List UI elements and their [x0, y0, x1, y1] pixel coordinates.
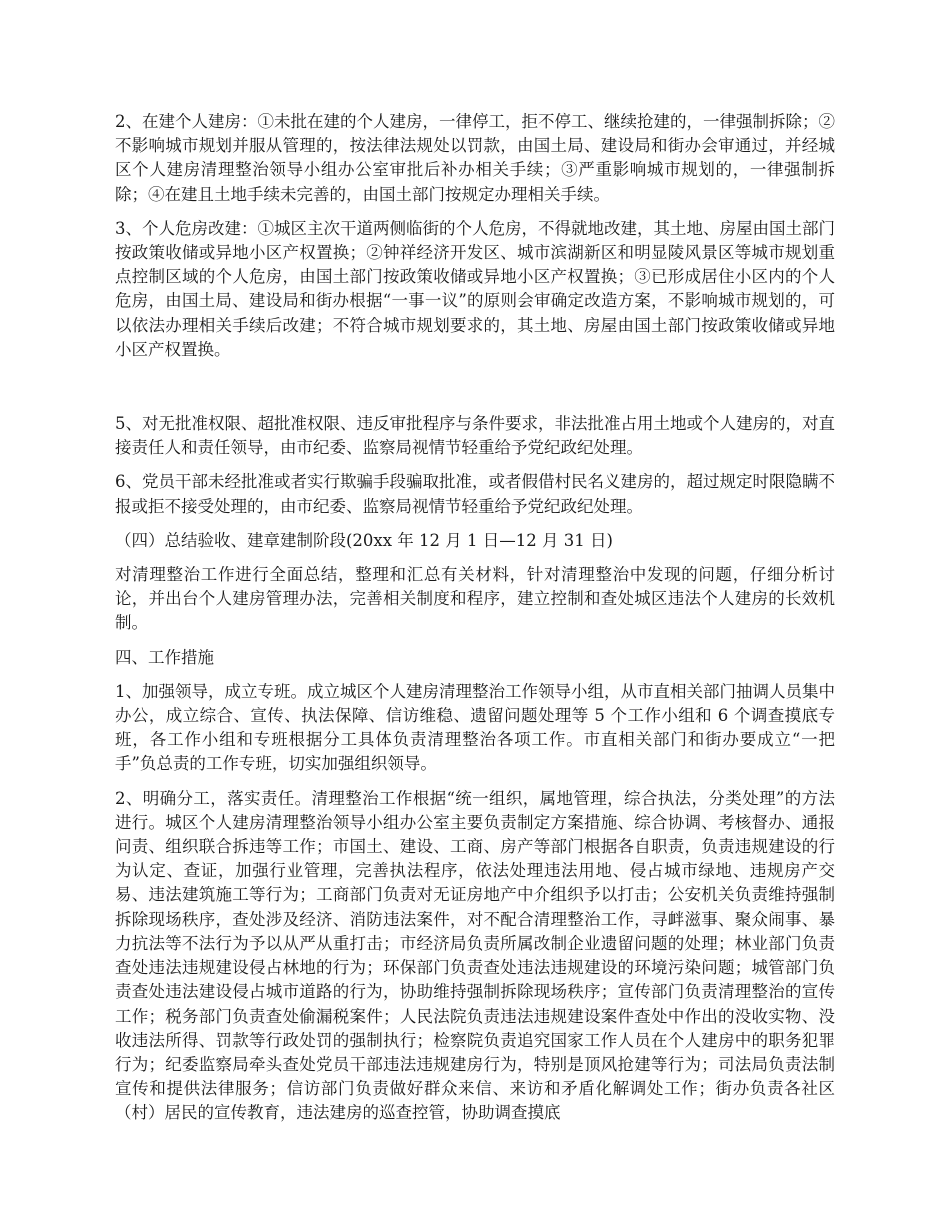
paragraph-clarify-responsibilities: 2、明确分工，落实责任。清理整治工作根据“统一组织，属地管理，综合执法，分类处理”的方法进行。城区个人建房清理整治领导小组办公室主要负责制定方案措施、综合协调、考核督办、通报问责、组织联合拆违等工作；市国土、建设、工商、房产等部门根据各自职责，负责违规建设的行为认定、查证，加强行业管理，完善执法程序，依法处理违法用地、侵占城市绿地、违规房产交易、违法建筑施工等行为；工商部门负责对无证房地产中介组织予以打击；公安机关负责维持强制拆除现场秩序，查处涉及经济、消防违法案件，对不配合清理整治工作，寻衅滋事、聚众闹事、暴力抗法等不法行为予以从严从重打击；市经济局负责所属改制企业遗留问题的处理；林业部门负责查处违法违规建设侵占林地的行为；环保部门负责查处违法违规建设的环境污染问题；城管部门负责查处违法建设侵占城市道路的行为，协助维持强制拆除现场秩序；宣传部门负责清理整治的宣传工作；税务部门负责查处偷漏税案件；人民法院负责违法违规建设案件查处中作出的没收实物、没收违法所得、罚款等行政处罚的强制执行；检察院负责追究国家工作人员在个人建房中的职务犯罪行为；纪委监察局牵头查处党员干部违法违规建房行为，特别是顶风抢建等行为；司法局负责法制宣传和提供法律服务；信访部门负责做好群众来信、来访和矛盾化解调处工作；街办负责各社区（村）居民的宣传教育，违法建房的巡查控管，协助调查摸底 — [115, 788, 835, 1123]
section-heading-work-measures: 四、工作措施 — [115, 647, 214, 667]
paragraph-construction-in-progress: 2、在建个人建房：①未批在建的个人建房，一律停工，拒不停工、继续抢建的，一律强制拆除；②不影响城市规划并服从管理的，按法律法规处以罚款，由国土局、建设局和街办会审通过，并经城区个人建房清理整治领导小组办公室审批后补办相关手续；③严重影响城市规划的，一律强制拆除；④在建且土地手续未完善的，由国土部门按规定办理相关手续。 — [115, 112, 835, 204]
blank-gap — [115, 372, 835, 412]
paragraph-party-cadre-fraud: 6、党员干部未经批准或者实行欺骗手段骗取批准，或者假借村民名义建房的，超过规定时限隐瞒不报或拒不接受处理的，由市纪委、监察局视情节轻重给予党纪政纪处理。 — [115, 472, 835, 516]
paragraph-summary-stage: 对清理整治工作进行全面总结，整理和汇总有关材料，针对清理整治中发现的问题，仔细分析讨论，并出台个人建房管理办法，完善相关制度和程序，建立控制和查处城区违法个人建房的长效机制。 — [115, 565, 835, 633]
paragraph-illegal-approval: 5、对无批准权限、超批准权限、违反审批程序与条件要求，非法批准占用土地或个人建房的，对直接责任人和责任领导，由市纪委、监察局视情节轻重给予党纪政纪处理。 — [115, 414, 835, 458]
section-heading-summary-stage: （四）总结验收、建章建制阶段(20xx 年 12 月 1 日—12 月 31 日) — [115, 530, 613, 550]
paragraph-dangerous-house-rebuild: 3、个人危房改建：①城区主次干道两侧临街的个人危房，不得就地改建，其土地、房屋由国土部门按政策收储或异地小区产权置换；②钟祥经济开发区、城市滨湖新区和明显陵风景区等城市规划重点控制区域的个人危房，由国土部门按政策收储或异地小区产权置换；③已形成居住小区内的个人危房，由国土局、建设局和街办根据“一事一议”的原则会审确定改造方案，不影响城市规划的，可以依法办理相关手续后改建；不符合城市规划要求的，其土地、房屋由国土部门按政策收储或异地小区产权置换。 — [115, 218, 835, 359]
paragraph-strengthen-leadership: 1、加强领导，成立专班。成立城区个人建房清理整治工作领导小组，从市直相关部门抽调人员集中办公，成立综合、宣传、执法保障、信访维稳、遗留问题处理等 5 个工作小组和 6 个调查摸底专班，各工作小组和专班根据分工具体负责清理整治各项工作。市直相关部门和街办要成立“一把手”负总责的工作专班，切实加强组织领导。 — [115, 681, 835, 774]
